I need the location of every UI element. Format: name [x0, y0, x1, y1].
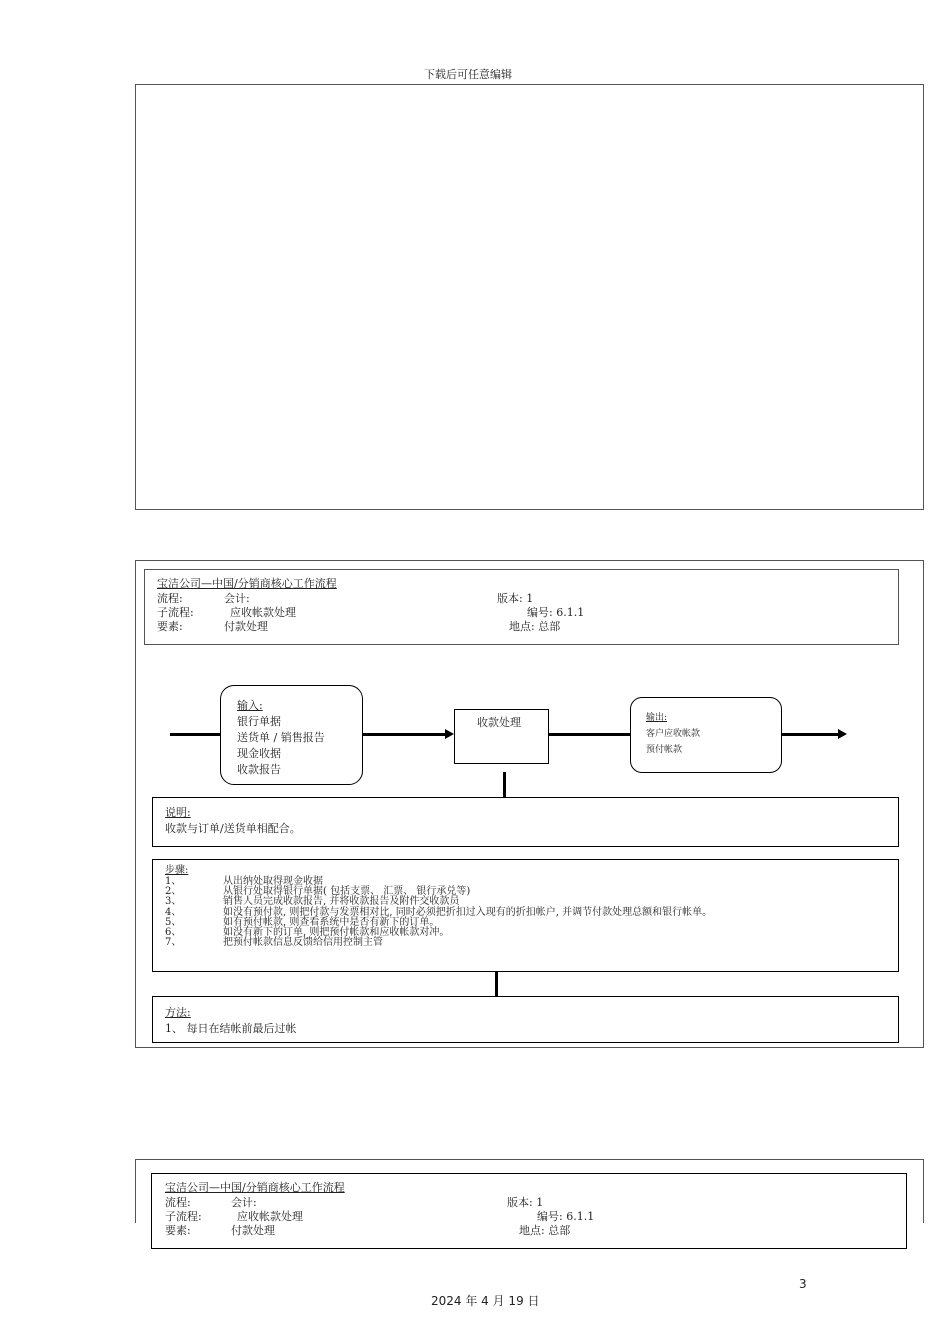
step-text: 从银行处取得银行单据( 包括支票、 汇票、 银行承兑等)	[223, 886, 471, 897]
process-label: 流程:	[165, 1196, 191, 1209]
connector-line	[503, 772, 506, 797]
step-num: 2、	[165, 886, 182, 897]
process-frame	[135, 560, 924, 1048]
subprocess-label: 子流程:	[165, 1210, 202, 1223]
input-item: 送货单 / 销售报告	[237, 731, 325, 744]
flow-line-out	[548, 733, 630, 736]
step-num: 4、	[165, 907, 182, 918]
step-num: 1、	[165, 876, 182, 887]
subprocess-label: 子流程:	[157, 606, 194, 619]
flow-line-end	[781, 733, 839, 736]
output-title: 输出:	[646, 713, 668, 723]
location: 地点: 总部	[509, 620, 561, 633]
location: 地点: 总部	[519, 1224, 571, 1237]
steps-title: 步骤:	[165, 865, 189, 876]
step-num: 3、	[165, 896, 182, 907]
connector-line	[495, 971, 498, 996]
version: 版本: 1	[497, 592, 534, 605]
input-box	[220, 685, 363, 785]
element-label: 要素:	[165, 1224, 191, 1237]
blank-frame	[135, 84, 924, 510]
method-box	[152, 996, 899, 1043]
header-box	[144, 569, 899, 645]
element-label: 要素:	[157, 620, 183, 633]
process-value: 会计:	[231, 1196, 257, 1209]
code: 编号: 6.1.1	[537, 1210, 595, 1223]
step-text: 如没有新下的订单, 则把预付帐款和应收帐款对冲。	[223, 927, 450, 938]
top-note: 下载后可任意编辑	[424, 68, 512, 81]
footer-date: 2024 年 4 月 19 日	[431, 1294, 540, 1308]
step-num: 5、	[165, 917, 182, 928]
input-item: 收款报告	[237, 763, 281, 776]
header-title: 宝洁公司—中国/分销商核心工作流程	[165, 1181, 345, 1194]
method-text: 1、 每日在结帐前最后过帐	[165, 1022, 297, 1035]
version: 版本: 1	[507, 1196, 544, 1209]
step-text: 从出纳处取得现金收据	[223, 876, 323, 887]
element-value: 付款处理	[231, 1224, 275, 1237]
process-value: 会计:	[224, 592, 250, 605]
step-num: 6、	[165, 927, 182, 938]
input-title: 输入:	[237, 699, 263, 712]
explanation-text: 收款与订单/送货单相配合。	[165, 822, 301, 835]
code: 编号: 6.1.1	[527, 606, 585, 619]
input-item: 银行单据	[237, 715, 281, 728]
input-item: 现金收据	[237, 747, 281, 760]
process-label: 流程:	[157, 592, 183, 605]
process-label-text: 收款处理	[477, 716, 521, 729]
explanation-box	[152, 797, 899, 847]
step-text: 销售人员完成收款报告, 并将收款报告及附件交收款员	[223, 896, 460, 907]
subprocess-value: 应收帐款处理	[230, 606, 296, 619]
step-text: 如没有预付款, 则把付款与发票相对比, 同时必须把折扣过入现有的折扣帐户, 并调节付款处理总额和银行帐单。	[223, 907, 713, 918]
header-box-repeat	[151, 1173, 907, 1249]
output-item: 预付帐款	[646, 745, 683, 755]
method-title: 方法:	[165, 1006, 191, 1019]
step-text: 如有预付帐款, 则查看系统中是否有新下的订单。	[223, 917, 440, 928]
process-box	[454, 709, 549, 764]
subprocess-value: 应收帐款处理	[237, 1210, 303, 1223]
step-num: 7、	[165, 937, 182, 948]
flow-line-in	[170, 733, 220, 736]
explanation-title: 说明:	[165, 806, 191, 819]
page-number: 3	[799, 1277, 807, 1291]
steps-box	[152, 859, 899, 972]
arrowhead-end-icon	[838, 729, 847, 739]
flow-line-mid	[362, 733, 446, 736]
arrowhead-icon	[445, 729, 454, 739]
element-value: 付款处理	[224, 620, 268, 633]
step-text: 把预付帐款信息反馈给信用控制主管	[223, 937, 383, 948]
header-title: 宝洁公司—中国/分销商核心工作流程	[157, 577, 337, 590]
output-box	[630, 697, 782, 773]
output-item: 客户应收帐款	[646, 729, 701, 739]
